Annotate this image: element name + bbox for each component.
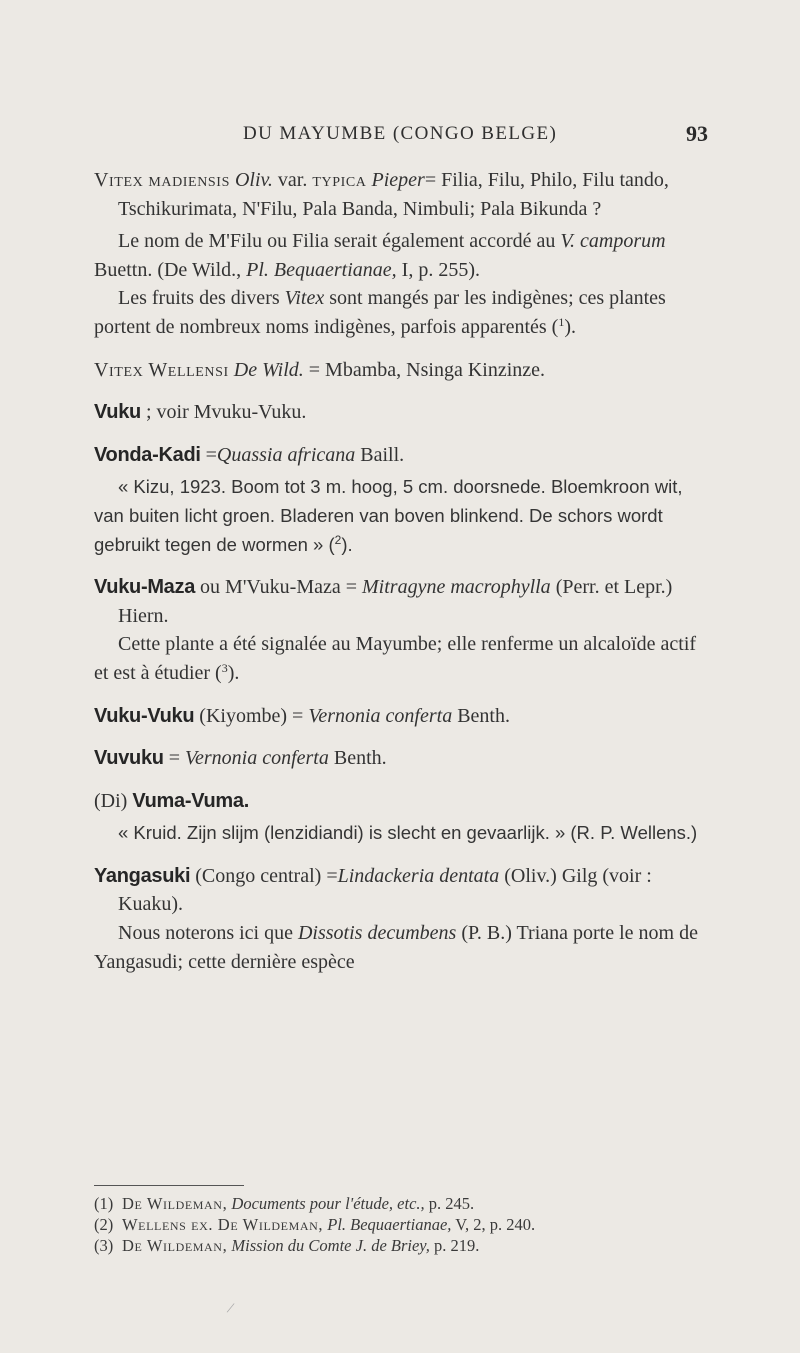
page-body (94, 166, 712, 976)
entry-vitex-wellensi (94, 356, 712, 385)
author: Baill. (360, 443, 405, 466)
author: Benth. (457, 704, 510, 727)
headword: Vuku-Maza (94, 576, 196, 599)
footnote-number: (1) (94, 1194, 114, 1213)
footnote-work: Documents pour l'étude, etc., (231, 1194, 425, 1213)
text: (Congo central) = (195, 864, 338, 887)
reference: Pl. Bequaertianae, (246, 258, 397, 281)
text: (P. B.) Triana porte le nom de Yangasudi; cette dernière espèce (94, 922, 698, 973)
entry-yangasuki (94, 862, 712, 919)
prefix: (Di) (94, 789, 128, 812)
text: Nous noterons ici que (118, 922, 293, 945)
author: (Oliv.) Gilg (voir : Kuaku). (118, 864, 652, 916)
footnote-author: Wellens ex. De Wildeman, (122, 1215, 324, 1234)
footnote-work: Mission du Comte J. de Briey, (231, 1236, 430, 1255)
footnote-1 (94, 1193, 712, 1214)
species: madiensis (148, 169, 230, 191)
text: ; voir Mvuku-Vuku. (145, 401, 307, 424)
text: « Kizu, 1923. Boom tot 3 m. hoog, 5 cm. doorsnede. Bloemkroon wit, van buiten licht groen. Bladeren van boven blinkend. De schors wordt gebruikt tegen de wormen » ( (94, 476, 683, 555)
species: Dissotis decumbens (297, 922, 457, 945)
species: Wellensi (148, 358, 229, 381)
paragraph (94, 919, 712, 976)
entry-vuku (94, 398, 712, 427)
author: (Perr. et Lepr.) Hiern. (118, 576, 673, 627)
author: Oliv. (234, 169, 273, 191)
text: ). (227, 661, 240, 684)
paragraph (94, 630, 712, 687)
quotation (94, 473, 712, 559)
genus: Vitex (94, 358, 144, 381)
text: « Kruid. Zijn slijm (lenzidiandi) is slecht en gevaarlijk. » (R. P. Wellens.) (118, 822, 698, 844)
text: I, p. 255). (401, 258, 480, 281)
genus: Vitex (284, 287, 325, 310)
text: Buettn. (De Wild., (94, 258, 242, 281)
vernacular-names: = Mbamba, Nsinga Kinzinze. (308, 358, 546, 381)
entry-vonda-kadi (94, 441, 712, 470)
headword: Vuku (94, 401, 141, 424)
footnotes (94, 1193, 712, 1256)
text: ou M'Vuku-Maza = (200, 576, 358, 599)
text: ). (341, 533, 353, 555)
footnote-author: De Wildeman, (122, 1236, 228, 1255)
entry-vuma-vuma (94, 787, 712, 816)
footnote-author: De Wildeman, (122, 1194, 228, 1213)
footnote-page: p. 245. (428, 1194, 475, 1213)
genus: Vitex (94, 169, 144, 191)
variety: typica (312, 169, 367, 191)
footnote-ref[interactable]: 1 (558, 314, 565, 329)
text: ). (564, 315, 576, 338)
footnote-3 (94, 1235, 712, 1256)
headword: Vuma-Vuma. (132, 789, 249, 812)
text: Le nom de M'Filu ou Filia serait également accordé au (118, 230, 556, 253)
footnote-number: (3) (94, 1236, 114, 1255)
species: V. camporum (560, 230, 666, 253)
author: De Wild. (233, 358, 304, 381)
text: (Kiyombe) = (199, 704, 304, 727)
quotation (94, 819, 712, 848)
footnote-page: V, 2, p. 240. (455, 1215, 536, 1234)
page-header (0, 123, 800, 153)
entry-vuku-vuku (94, 702, 712, 731)
var-author: Pieper (371, 169, 425, 191)
page-number: 93 (686, 121, 708, 146)
entry-vuku-maza (94, 573, 712, 630)
stray-pen-mark: / (225, 1299, 236, 1318)
text: = (205, 443, 217, 466)
footnote-number: (2) (94, 1215, 114, 1234)
paragraph (94, 227, 712, 284)
footnote-2 (94, 1214, 712, 1235)
paragraph (94, 284, 712, 341)
var-label: var. (277, 169, 308, 191)
species: Vernonia conferta (184, 747, 329, 770)
vernacular-names: = Filia, Filu, Philo, Filu tando, Tschikurimata, N'Filu, Pala Banda, Nimbuli; Pala Bikunda ? (118, 169, 669, 220)
footnote-rule (94, 1185, 244, 1186)
author: Benth. (333, 747, 387, 770)
species: Mitragyne macrophylla (362, 576, 551, 599)
footnote-ref[interactable]: 3 (221, 660, 228, 675)
running-head: DU MAYUMBE (CONGO BELGE) (243, 123, 558, 144)
text: Les fruits des divers (118, 287, 280, 310)
species: Quassia africana (216, 443, 356, 466)
footnote-page: p. 219. (433, 1236, 480, 1255)
headword: Vonda-Kadi (94, 443, 201, 466)
species: Vernonia conferta (308, 704, 453, 727)
species: Lindackeria dentata (337, 864, 500, 887)
headword: Yangasuki (94, 864, 191, 887)
entry-vuvuku (94, 744, 712, 773)
footnote-ref[interactable]: 2 (334, 532, 342, 547)
text: = (168, 747, 180, 770)
text: Cette plante a été signalée au Mayumbe; elle renferme un alcaloïde actif et est à étudier ( (94, 633, 697, 684)
text: sont mangés par les indigènes; ces plantes portent de nombreux noms indigènes, parfois apparentés ( (94, 287, 666, 338)
footnote-work: Pl. Bequaertianae, (327, 1215, 452, 1234)
entry-vitex-madiensis (94, 166, 712, 223)
headword: Vuvuku (94, 747, 164, 770)
headword: Vuku-Vuku (94, 704, 195, 727)
